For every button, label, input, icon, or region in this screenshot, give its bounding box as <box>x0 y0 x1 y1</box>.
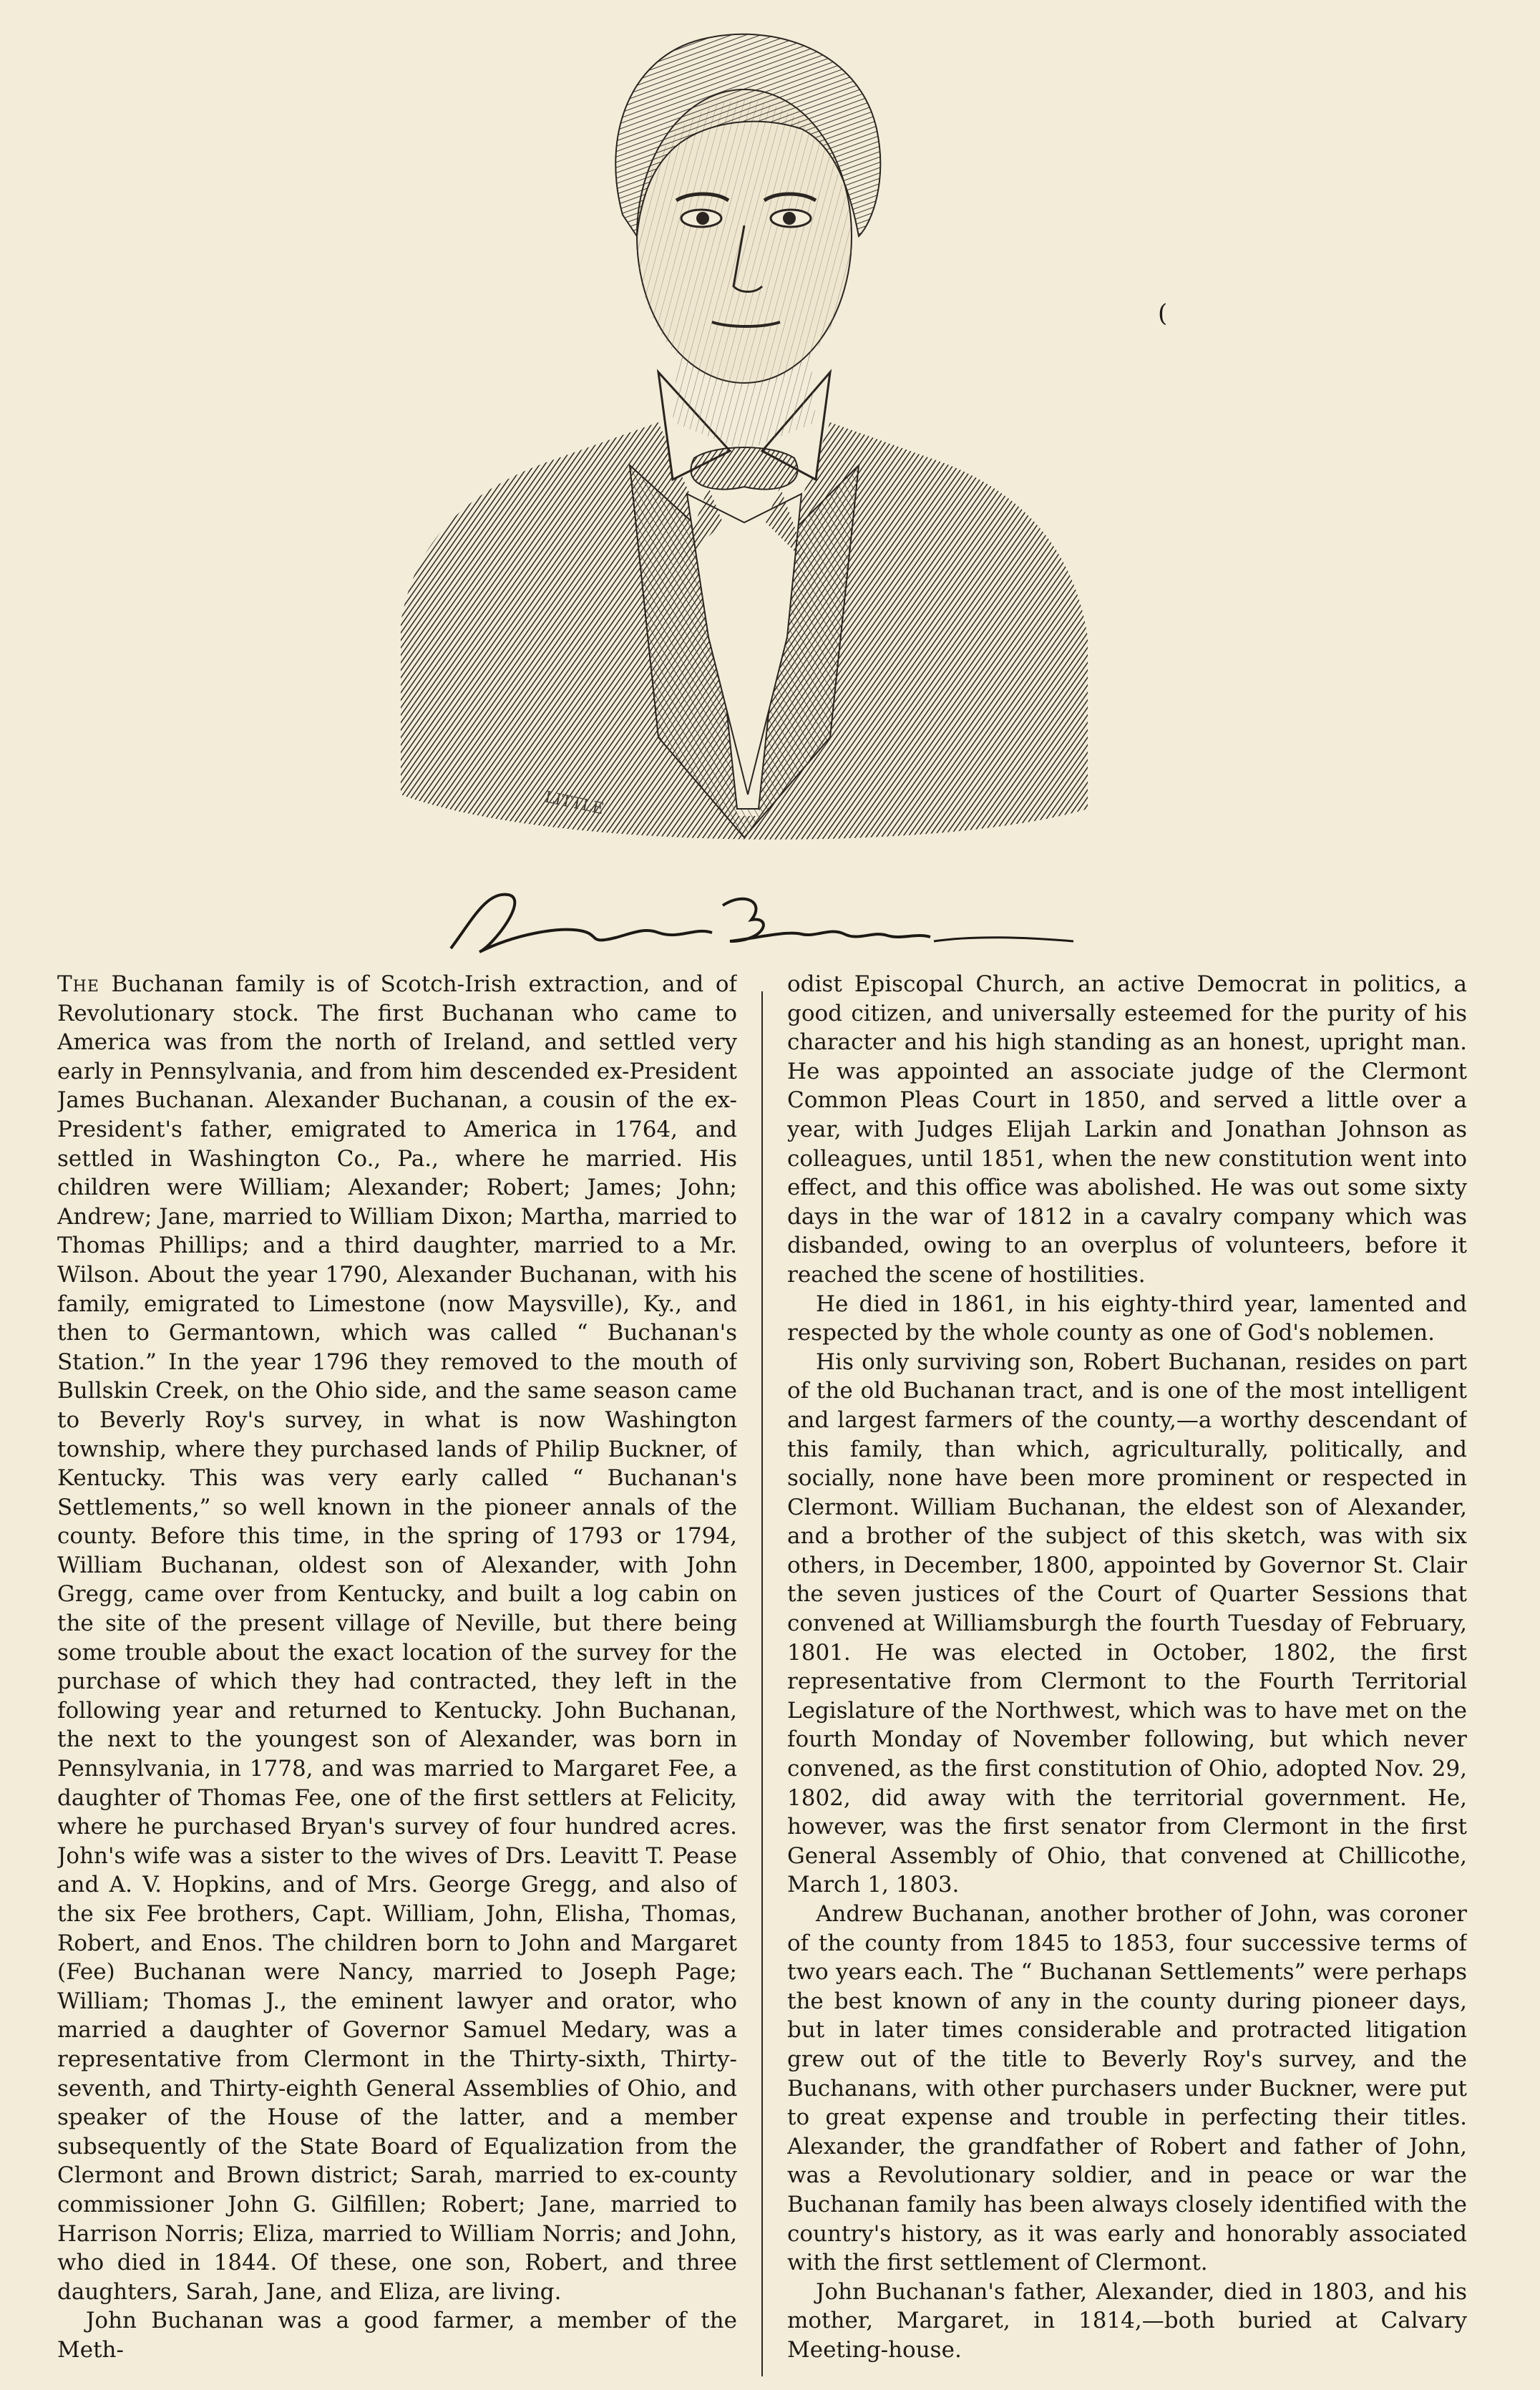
right-paragraph-1: odist Episcopal Church, an active Democrat in politics, a good citizen, and universally esteemed for the purity of his character and his high standing as an honest, upright man. He was appointed an associate judge of the Clermont Common Pleas Court in 1850, and served a little over a year, with Judges Elijah Larkin and Jonathan Johnson as colleagues, until 1851, when the new constitution went into effect, and this office was abolished. He was out some sixty days in the war of 1812 in a cavalry company which was disbanded, owing to an overplus of volunteers, before it reached the scene of hostilities. <box>787 971 1467 1288</box>
engraved-portrait <box>372 21 1102 873</box>
right-paragraph-4: Andrew Buchanan, another brother of John, was coroner of the county from 1845 to 1853, four successive terms of two years each. The “ Buchanan Settlements” were perhaps the best known of any in the county during pioneer days, but in later times considerable and protracted litigation grew out of the title to Beverly Roy's survey, and the Buchanans, with other purchasers under Buckner, were put to great expense and trouble in perfecting their titles. Alexander, the grandfather of Robert and father of John, was a Revolutionary soldier, and in peace or war the Buchanan family has been always closely identified with the country's history, as it was early and honorably associated with the first settlement of Clermont. <box>787 1901 1467 2276</box>
right-paragraph-5: John Buchanan's father, Alexander, died in 1803, and his mother, Margaret, in 1814,—both buried at Calvary Meeting-house. <box>787 2278 1467 2363</box>
left-paragraph-1-text: Buchanan family is of Scotch-Irish extraction, and of Revolutionary stock. The first Buchanan who came to America was from the north of Ireland, and settled very early in Pennsylvania, and from him descended ex-President James Buchanan. Alexander Buchanan, a cousin of the ex-President's father, emigrated to America in 1764, and settled in Washington Co., Pa., where he married. His children were William; Alexander; Robert; James; John; Andrew; Jane, married to William Dixon; Martha, married to Thomas Phillips; and a third daughter, married to a Mr. Wilson. About the year 1790, Alexander Buchanan, with his family, emigrated to Limestone (now Maysville), Ky., and then to Germantown, which was called “ Buchanan's Station.” In the year 1796 they removed to the mouth of Bullskin Creek, on the Ohio side, and the same season came to Beverly Roy's survey, in what is now Washington township, where they purchased lands of Philip Buckner, of Kentucky. This was very early called “ Buchanan's Settlements,” so well known in the pioneer annals of the county. Before this time, in the spring of 1793 or 1794, William Buchanan, oldest son of Alexander, with John Gregg, came over from Kentucky, and built a log cabin on the site of the present village of Neville, but there being some trouble about the exact location of the survey for the purchase of which they had contracted, they left in the following year and returned to Kentucky. John Buchanan, the next to the youngest son of Alexander, was born in Pennsylvania, in 1778, and was married to Margaret Fee, a daughter of Thomas Fee, one of the first settlers at Felicity, where he purchased Bryan's survey of four hundred acres. John's wife was a sister to the wives of Drs. Leavitt T. Pease and A. V. Hopkins, and of Mrs. George Gregg, and also of the six Fee brothers, Capt. William, John, Elisha, Thomas, Robert, and Enos. The children born to John and Margaret (Fee) Buchanan were Nancy, married to Joseph Page; William; Thomas J., the eminent lawyer and orator, who married a daughter of Governor Samuel Medary, was a representative from Clermont in the Thirty-sixth, Thirty-seventh, and Thirty-eighth General Assemblies of Ohio, and speaker of the House of the latter, and a member subsequently of the State Board of Equalization from the Clermont and Brown district; Sarah, married to ex-county commissioner John G. Gilfillen; Robert; Jane, married to Harrison Norris; Eliza, married to William Norris; and John, who died in 1844. Of these, one son, Robert, and three daughters, Sarah, Jane, and Eliza, are living. <box>57 971 737 2305</box>
margin-mark: ( <box>1158 299 1168 328</box>
left-paragraph-2: John Buchanan was a good farmer, a member of the Meth- <box>57 2308 737 2363</box>
text-columns <box>57 970 1467 2376</box>
lead-word: The <box>57 971 99 997</box>
signature-image <box>429 877 1088 963</box>
right-paragraph-3: His only surviving son, Robert Buchanan, resides on part of the old Buchanan tract, and is one of the most intelligent and largest farmers of the county,—a worthy descendant of this family, than which, agriculturally, politically, and socially, none have been more prominent or respected in Clermont. William Buchanan, the eldest son of Alexander, and a brother of the subject of this sketch, was with six others, in December, 1800, appointed by Governor St. Clair the seven justices of the Court of Quarter Sessions that convened at Williamsburgh the fourth Tuesday of February, 1801. He was elected in October, 1802, the first representative from Clermont to the Fourth Territorial Legislature of the Northwest, which was to have met on the fourth Monday of November following, but which never convened, as the first constitution of Ohio, adopted Nov. 29, 1802, did away with the territorial government. He, however, was the first senator from Clermont in the first General Assembly of Ohio, that convened at Chillicothe, March 1, 1803. <box>787 1349 1467 1898</box>
right-column <box>787 970 1467 2376</box>
engraver-mark: LITTLE <box>542 788 605 819</box>
left-column <box>57 970 737 2376</box>
left-paragraph-1 <box>57 970 737 2306</box>
column-divider <box>761 991 763 2376</box>
right-paragraph-2: He died in 1861, in his eighty-third year, lamented and respected by the whole county as one of God's noblemen. <box>787 1291 1467 1346</box>
